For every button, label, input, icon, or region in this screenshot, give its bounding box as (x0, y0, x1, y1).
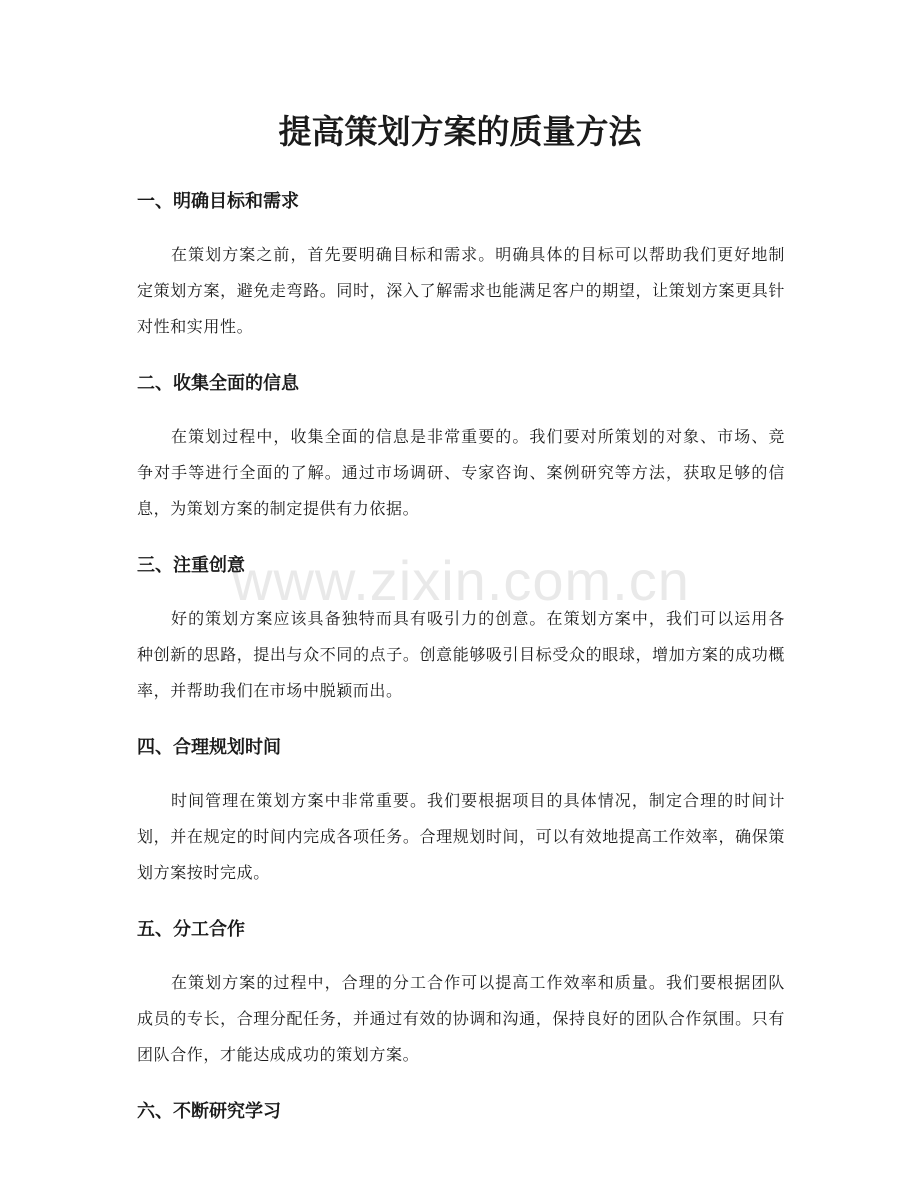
section-heading: 一、明确目标和需求 (137, 191, 299, 212)
section-goals (137, 186, 785, 345)
section-paragraph: 在策划方案之前，首先要明确目标和需求。明确具体的目标可以帮助我们更好地制定策划方案，避免走弯路。同时，深入了解需求也能满足客户的期望，让策划方案更具针对性和实用性。 (137, 245, 785, 336)
document-title: 提高策划方案的质量方法 (278, 112, 642, 151)
section-heading: 五、分工合作 (137, 919, 245, 940)
section-paragraph: 在策划过程中，收集全面的信息是非常重要的。我们要对所策划的对象、市场、竞争对手等进行全面的了解。通过市场调研、专家咨询、案例研究等方法，获取足够的信息，为策划方案的制定提供有力依据。 (137, 427, 785, 518)
section-heading: 三、注重创意 (137, 555, 245, 576)
document-body (137, 186, 785, 1128)
section-information (137, 368, 785, 527)
section-paragraph: 好的策划方案应该具备独特而具有吸引力的创意。在策划方案中，我们可以运用各种创新的思路，提出与众不同的点子。创意能够吸引目标受众的眼球，增加方案的成功概率，并帮助我们在市场中脱颖而出。 (137, 609, 785, 700)
section-heading: 六、不断研究学习 (137, 1101, 281, 1122)
section-paragraph: 时间管理在策划方案中非常重要。我们要根据项目的具体情况，制定合理的时间计划，并在规定的时间内完成各项任务。合理规划时间，可以有效地提高工作效率，确保策划方案按时完成。 (137, 791, 785, 882)
section-learning (137, 1096, 785, 1128)
section-heading: 二、收集全面的信息 (137, 373, 299, 394)
section-heading: 四、合理规划时间 (137, 737, 281, 758)
section-teamwork (137, 914, 785, 1073)
section-creativity (137, 550, 785, 709)
section-time-planning (137, 732, 785, 891)
watermark: www.zixin.com.cn (232, 549, 690, 612)
section-paragraph: 在策划方案的过程中，合理的分工合作可以提高工作效率和质量。我们要根据团队成员的专长，合理分配任务，并通过有效的协调和沟通，保持良好的团队合作氛围。只有团队合作，才能达成成功的策划方案。 (137, 973, 785, 1064)
